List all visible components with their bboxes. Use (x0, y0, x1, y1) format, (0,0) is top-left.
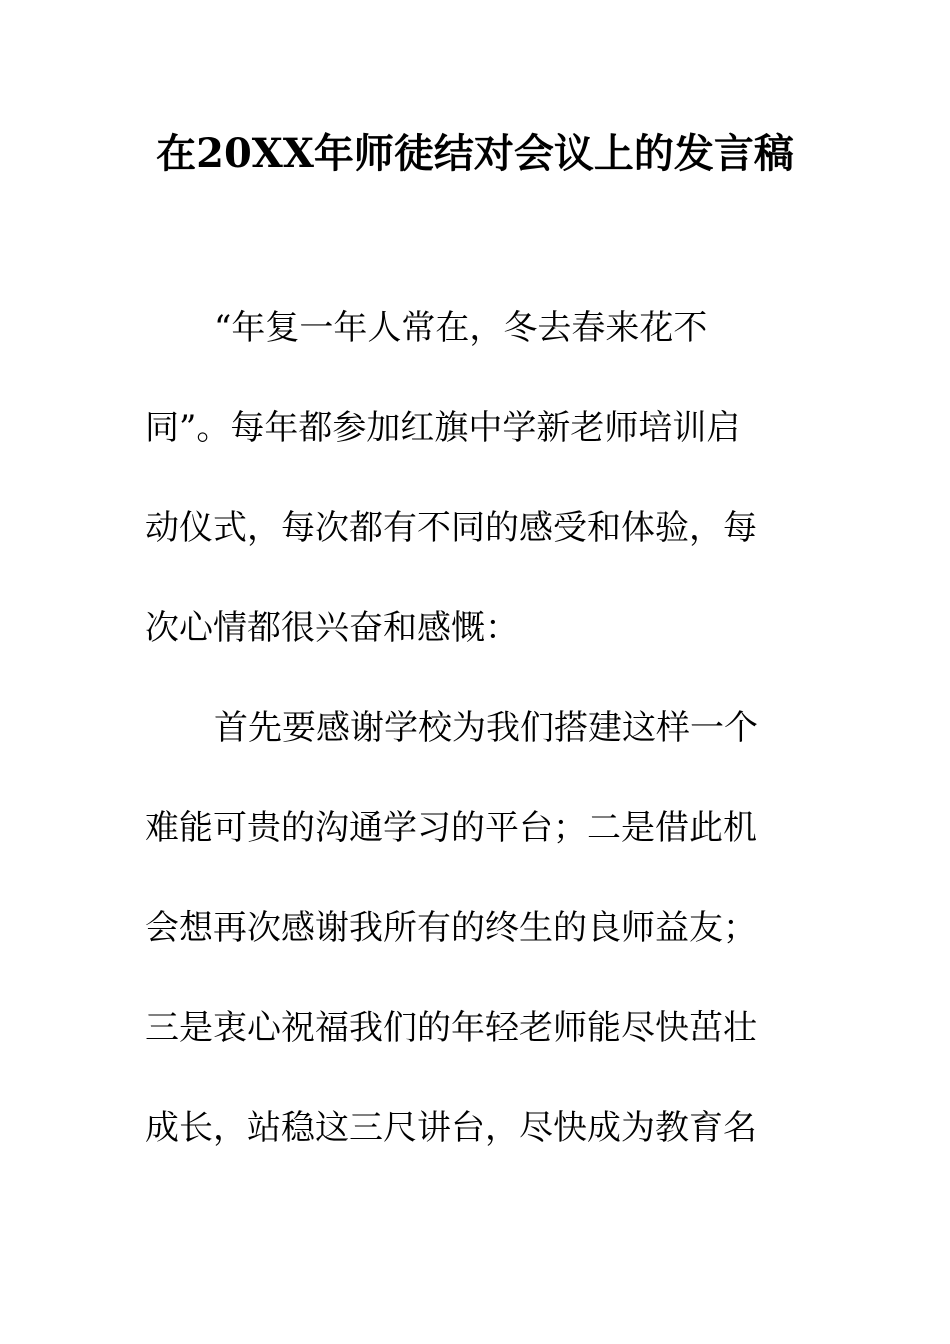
page-title: 在20XX年师徒结对会议上的发言稿 (156, 130, 794, 177)
paragraph-line-7: 会想再次感谢我所有的终生的良师益友； (145, 908, 757, 948)
paragraph-line-4: 次心情都很兴奋和感慨： (145, 608, 519, 648)
paragraph-line-2: 同”。每年都参加红旗中学新老师培训启 (145, 408, 741, 448)
paragraph-line-9: 成长，站稳这三尺讲台，尽快成为教育名 (145, 1108, 757, 1148)
paragraph-line-8: 三是衷心祝福我们的年轻老师能尽快茁壮 (145, 1008, 757, 1048)
paragraph-line-1: “年复一年人常在，冬去春来花不 (214, 308, 708, 348)
paragraph-line-6: 难能可贵的沟通学习的平台；二是借此机 (145, 808, 757, 848)
paragraph-line-3: 动仪式，每次都有不同的感受和体验，每 (145, 508, 757, 548)
paragraph-line-5: 首先要感谢学校为我们搭建这样一个 (214, 708, 758, 748)
